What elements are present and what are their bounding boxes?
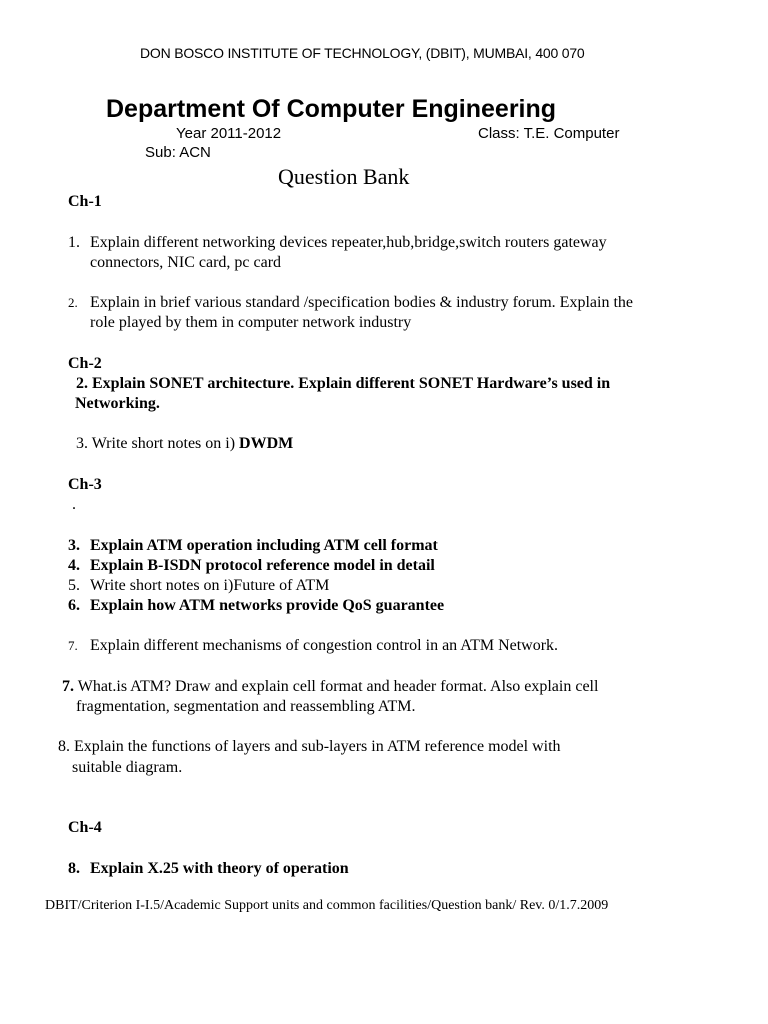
question-bank-title: Question Bank — [278, 164, 410, 189]
question-number: 4. — [68, 557, 80, 574]
question-text-bold: DWDM — [239, 435, 294, 452]
question-number: 3. — [76, 435, 88, 452]
question-item — [68, 294, 633, 312]
question-item — [68, 577, 329, 595]
question-item — [68, 637, 558, 655]
question-text: Explain different networking devices repeater,hub,bridge,switch routers gateway — [90, 234, 607, 251]
question-text-continued: role played by them in computer network industry — [90, 314, 412, 331]
question-item — [62, 678, 598, 696]
academic-year: Year 2011-2012 — [176, 125, 282, 142]
question-number: 1. — [68, 234, 80, 251]
question-text: Explain ATM operation including ATM cell format — [90, 537, 438, 554]
question-item — [76, 435, 293, 453]
question-text-continued: connectors, NIC card, pc card — [90, 254, 282, 271]
question-text-continued: fragmentation, segmentation and reassembling ATM. — [76, 698, 416, 715]
question-number: 7. — [62, 678, 74, 695]
question-number: 8. — [58, 738, 70, 755]
question-text: Explain B-ISDN protocol reference model in detail — [90, 557, 435, 574]
chapter-2-heading: Ch-2 — [68, 355, 102, 372]
question-item — [68, 234, 607, 252]
question-text: Write short notes on i) — [91, 435, 236, 452]
question-number: 7. — [68, 638, 78, 653]
question-item — [68, 597, 444, 615]
question-text: Explain the functions of layers and sub-layers in ATM reference model with — [74, 738, 561, 755]
question-text: Explain how ATM networks provide QoS guarantee — [90, 597, 445, 614]
question-text-continued: suitable diagram. — [72, 759, 183, 776]
question-text: Explain in brief various standard /specification bodies & industry forum. Explain the — [90, 294, 633, 311]
question-item — [76, 375, 610, 393]
institute-name: DON BOSCO INSTITUTE OF TECHNOLOGY, (DBIT), MUMBAI, 400 070 — [140, 45, 585, 61]
question-text: What.is ATM? Draw and explain cell format and header format. Also explain cell — [77, 678, 599, 695]
subject-label: Sub: ACN — [145, 144, 211, 161]
question-number: 2. — [76, 375, 88, 392]
department-title: Department Of Computer Engineering — [106, 95, 557, 123]
chapter-3-heading: Ch-3 — [68, 476, 102, 493]
question-item — [58, 738, 561, 756]
document-footer: DBIT/Criterion I-I.5/Academic Support units and common facilities/Question bank/ Rev. 0/1.7.2009 — [45, 898, 609, 913]
class-label: Class: T.E. Computer — [478, 125, 620, 142]
question-number: 2. — [68, 295, 78, 310]
question-item — [68, 860, 349, 878]
question-number: 8. — [68, 860, 80, 877]
question-text: Explain X.25 with theory of operation — [90, 860, 349, 877]
question-number: 6. — [68, 597, 80, 614]
question-number: 5. — [68, 577, 80, 594]
stray-dot: . — [72, 496, 76, 513]
question-text-continued: Networking. — [75, 395, 160, 412]
question-number: 3. — [68, 537, 80, 554]
question-text: Explain SONET architecture. Explain different SONET Hardware’s used in — [92, 375, 611, 392]
chapter-1-heading: Ch-1 — [68, 193, 102, 210]
question-text: Write short notes on i)Future of ATM — [90, 577, 330, 594]
question-text: Explain different mechanisms of congestion control in an ATM Network. — [90, 637, 559, 654]
question-item — [68, 537, 438, 555]
chapter-4-heading: Ch-4 — [68, 819, 102, 836]
question-item — [68, 557, 435, 575]
